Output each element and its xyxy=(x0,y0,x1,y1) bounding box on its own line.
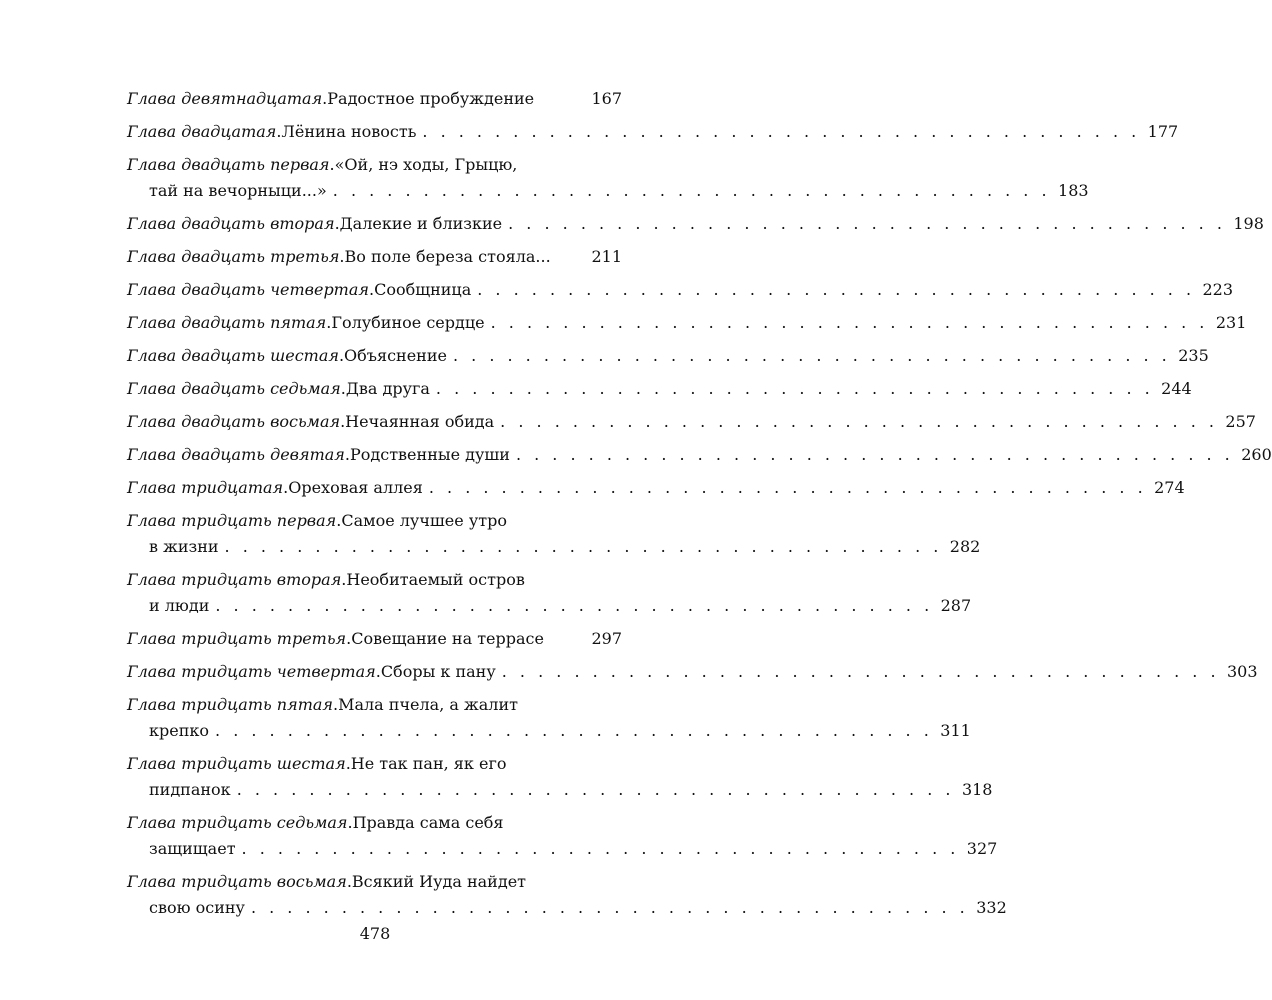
chapter-title-continued: крепко xyxy=(149,721,210,740)
dot-leader: . . . . . . . . . . . . . . . . . . . . . . . . . . . . . . . . . . . . . . . . xyxy=(508,214,1226,233)
chapter-label: Глава двадцать пятая xyxy=(127,313,327,332)
dot-leader: . . . . . . . . . . . . . . . . . . . . . . . . . . . . . . . . . . . . . . . . xyxy=(501,662,1220,681)
dot-leader: . . . . . . . . . . . . . . . . . . . . . . . . . . . . . . . . . . . . . . . . xyxy=(250,898,969,917)
chapter-title-continued: и люди xyxy=(149,596,210,615)
label-separator: . xyxy=(368,280,375,299)
chapter-page-number: 332 xyxy=(976,898,1007,917)
chapter-page-number: 198 xyxy=(1233,214,1264,233)
chapter-label: Глава девятнадцатая xyxy=(127,89,323,108)
label-separator: . xyxy=(276,122,282,141)
label-separator: . xyxy=(326,313,332,332)
toc-entry-line xyxy=(127,751,622,777)
chapter-title: Голубиное сердце xyxy=(331,313,485,332)
table-of-contents xyxy=(127,86,1272,928)
dot-leader: . . . . . . . . . . . . . . . . . . . . . . . . . . . . . . . . . . . . . . . . xyxy=(500,412,1218,431)
toc-entry xyxy=(127,310,1247,336)
toc-entry-line xyxy=(127,178,1089,204)
chapter-page-number: 327 xyxy=(966,839,998,858)
chapter-title-continued: пидпанок xyxy=(149,780,231,799)
toc-entry-line xyxy=(127,692,622,718)
chapter-label: Глава двадцать седьмая xyxy=(127,379,341,398)
toc-entry-line xyxy=(127,777,993,803)
chapter-page-number: 257 xyxy=(1225,412,1256,431)
toc-entry-line xyxy=(127,343,1209,369)
chapter-page-number: 287 xyxy=(940,596,972,615)
chapter-title-continued: тай на вечорныци...» xyxy=(149,181,327,200)
chapter-title: Совещание на террасе xyxy=(351,629,544,648)
toc-entry-line xyxy=(127,810,622,836)
toc-entry-line xyxy=(127,475,1185,501)
chapter-title: Сборы к пану xyxy=(380,662,496,681)
label-separator: . xyxy=(329,155,335,174)
chapter-title-continued: защищает xyxy=(149,839,236,858)
chapter-page-number: 167 xyxy=(591,89,622,108)
chapter-title: Объяснение xyxy=(344,346,447,365)
toc-entry-line xyxy=(127,567,622,593)
toc-entry-line xyxy=(127,376,1192,402)
chapter-title: Сообщница xyxy=(374,280,472,299)
toc-entry-line xyxy=(127,626,622,652)
toc-entry-line xyxy=(127,119,1179,145)
chapter-title-continued: в жизни xyxy=(149,537,219,556)
chapter-label: Глава двадцатая xyxy=(127,122,277,141)
chapter-page-number: 231 xyxy=(1215,313,1247,332)
chapter-page-number: 274 xyxy=(1154,478,1185,497)
label-separator: . xyxy=(345,754,351,773)
label-separator: . xyxy=(341,570,347,589)
label-separator: . xyxy=(334,214,340,233)
toc-entry-line xyxy=(127,86,622,112)
chapter-label: Глава двадцать восьмая xyxy=(127,412,341,431)
toc-entry-line xyxy=(127,211,1264,237)
dot-leader: . . . . . . . . . . . . . . . . . . . . . . . . . . . . . . . . . . . . . . . . xyxy=(332,181,1051,200)
chapter-title: Далекие и близкие xyxy=(339,214,503,233)
toc-entry xyxy=(127,376,1192,402)
chapter-title: Ореховая аллея xyxy=(288,478,423,497)
toc-entry-line xyxy=(127,593,972,619)
chapter-page-number: 223 xyxy=(1202,280,1234,299)
chapter-title-continued: свою осину xyxy=(149,898,245,917)
chapter-label: Глава двадцать четвертая xyxy=(127,280,369,299)
chapter-title: Необитаемый остров xyxy=(346,570,525,589)
label-separator: . xyxy=(333,695,339,714)
toc-entry-line xyxy=(127,152,622,178)
toc-entry-line xyxy=(127,508,622,534)
toc-entry xyxy=(127,810,998,862)
chapter-title: Во поле береза стояла... xyxy=(344,247,551,266)
label-separator: . xyxy=(339,247,345,266)
dot-leader: . . . . . . . . . . . . . . . . . . . . . . . . . . . . . . . . . . . . . . . . xyxy=(215,596,934,615)
toc-entry xyxy=(127,442,1272,468)
chapter-page-number: 311 xyxy=(940,721,971,740)
toc-entry-line xyxy=(127,409,1256,435)
toc-entry xyxy=(127,475,1185,501)
dot-leader: . . . . . . . . . . . . . . . . . . . . . . . . . . . . . . . . . . . . . . . . xyxy=(515,445,1234,464)
toc-entry xyxy=(127,626,622,652)
label-separator: . xyxy=(346,872,352,891)
chapter-title: Нечаянная обида xyxy=(345,412,495,431)
dot-leader: . . . . . . . . . . . . . . . . . . . . . . . . . . . . . . . . . . . . . . . . xyxy=(241,839,960,858)
toc-entry xyxy=(127,567,972,619)
chapter-page-number: 211 xyxy=(591,247,622,266)
toc-entry xyxy=(127,409,1256,435)
dot-leader: . . . . . . . . . . . . . . . . . . . . . . . . . . . . . . . . . . . . . . . . xyxy=(477,280,1196,299)
toc-entry xyxy=(127,343,1209,369)
toc-entry-line xyxy=(127,244,622,270)
toc-entry xyxy=(127,277,1234,303)
chapter-page-number: 244 xyxy=(1161,379,1192,398)
dot-leader: . . . . . . . . . . . . . . . . . . . . . . . . . . . . . . . . . . . . . . . . xyxy=(236,780,955,799)
label-separator: . xyxy=(344,445,350,464)
toc-entry xyxy=(127,244,622,270)
toc-entry-line xyxy=(127,836,998,862)
chapter-label: Глава тридцать четвертая xyxy=(127,662,376,681)
chapter-page-number: 297 xyxy=(591,629,622,648)
chapter-label: Глава двадцать первая xyxy=(127,155,330,174)
label-separator: . xyxy=(340,379,346,398)
toc-entry-line xyxy=(127,869,622,895)
toc-entry xyxy=(127,86,622,112)
chapter-label: Глава тридцать восьмая xyxy=(127,872,347,891)
chapter-label: Глава тридцать шестая xyxy=(127,754,346,773)
chapter-title: Не так пан, як его xyxy=(350,754,507,773)
toc-entry-line xyxy=(127,718,971,744)
chapter-title: Радостное пробуждение xyxy=(327,89,535,108)
toc-entry-line xyxy=(127,310,1247,336)
chapter-label: Глава тридцать вторая xyxy=(127,570,342,589)
toc-entry xyxy=(127,508,981,560)
chapter-page-number: 177 xyxy=(1147,122,1179,141)
dot-leader: . . . . . . . . . . . . . . . . . . . . . . . . . . . . . . . . . . . . . . . . xyxy=(490,313,1209,332)
chapter-title: Родственные души xyxy=(349,445,510,464)
toc-entry xyxy=(127,692,971,744)
label-separator: . xyxy=(340,412,346,431)
dot-leader: . . . . . . . . . . . . . . . . . . . . . . . . . . . . . . . . . . . . . . . . xyxy=(452,346,1171,365)
chapter-title: Правда сама себя xyxy=(352,813,504,832)
dot-leader: . . . . . . . . . . . . . . . . . . . . . . . . . . . . . . . . . . . . . . . . xyxy=(435,379,1154,398)
toc-entry-line xyxy=(127,442,1272,468)
toc-entry-line xyxy=(127,277,1234,303)
chapter-page-number: 303 xyxy=(1227,662,1258,681)
chapter-page-number: 282 xyxy=(949,537,981,556)
chapter-page-number: 235 xyxy=(1178,346,1209,365)
dot-leader: . . . . . . . . . . . . . . . . . . . . . . . . . . . . . . . . . . . . . . . . xyxy=(215,721,933,740)
chapter-page-number: 183 xyxy=(1058,181,1089,200)
chapter-title: Лёнина новость xyxy=(281,122,417,141)
chapter-label: Глава тридцать седьмая xyxy=(127,813,348,832)
toc-entry xyxy=(127,869,1007,921)
label-separator: . xyxy=(336,511,342,530)
chapter-label: Глава тридцатая xyxy=(127,478,284,497)
label-separator: . xyxy=(375,662,381,681)
label-separator: . xyxy=(322,89,328,108)
chapter-page-number: 260 xyxy=(1241,445,1272,464)
chapter-label: Глава двадцать третья xyxy=(127,247,340,266)
label-separator: . xyxy=(283,478,289,497)
chapter-label: Глава двадцать шестая xyxy=(127,346,339,365)
chapter-label: Глава двадцать вторая xyxy=(127,214,335,233)
chapter-title: Самое лучшее утро xyxy=(341,511,507,530)
chapter-label: Глава двадцать девятая xyxy=(127,445,345,464)
label-separator: . xyxy=(346,629,352,648)
toc-entry xyxy=(127,152,1089,204)
chapter-label: Глава тридцать третья xyxy=(127,629,347,648)
toc-entry xyxy=(127,751,993,803)
chapter-title: Мала пчела, а жалит xyxy=(338,695,518,714)
toc-entry-line xyxy=(127,659,1258,685)
label-separator: . xyxy=(338,346,345,365)
chapter-label: Глава тридцать пятая xyxy=(127,695,333,714)
toc-entry-line xyxy=(127,534,981,560)
chapter-label: Глава тридцать первая xyxy=(127,511,337,530)
toc-entry-line xyxy=(127,895,1007,921)
dot-leader: . . . . . . . . . . . . . . . . . . . . . . . . . . . . . . . . . . . . . . . . xyxy=(428,478,1147,497)
toc-entry xyxy=(127,211,1264,237)
chapter-page-number: 318 xyxy=(961,780,993,799)
chapter-title: Всякий Иуда найдет xyxy=(351,872,527,891)
page-number: 478 xyxy=(359,924,391,943)
dot-leader: . . . . . . . . . . . . . . . . . . . . . . . . . . . . . . . . . . . . . . . . xyxy=(224,537,943,556)
label-separator: . xyxy=(347,813,353,832)
toc-entry xyxy=(127,659,1258,685)
chapter-title: «Ой, нэ ходы, Грыцю, xyxy=(334,155,518,174)
dot-leader: . . . . . . . . . . . . . . . . . . . . . . . . . . . . . . . . . . . . . . . . xyxy=(422,122,1141,141)
toc-entry xyxy=(127,119,1179,145)
chapter-title: Два друга xyxy=(345,379,430,398)
